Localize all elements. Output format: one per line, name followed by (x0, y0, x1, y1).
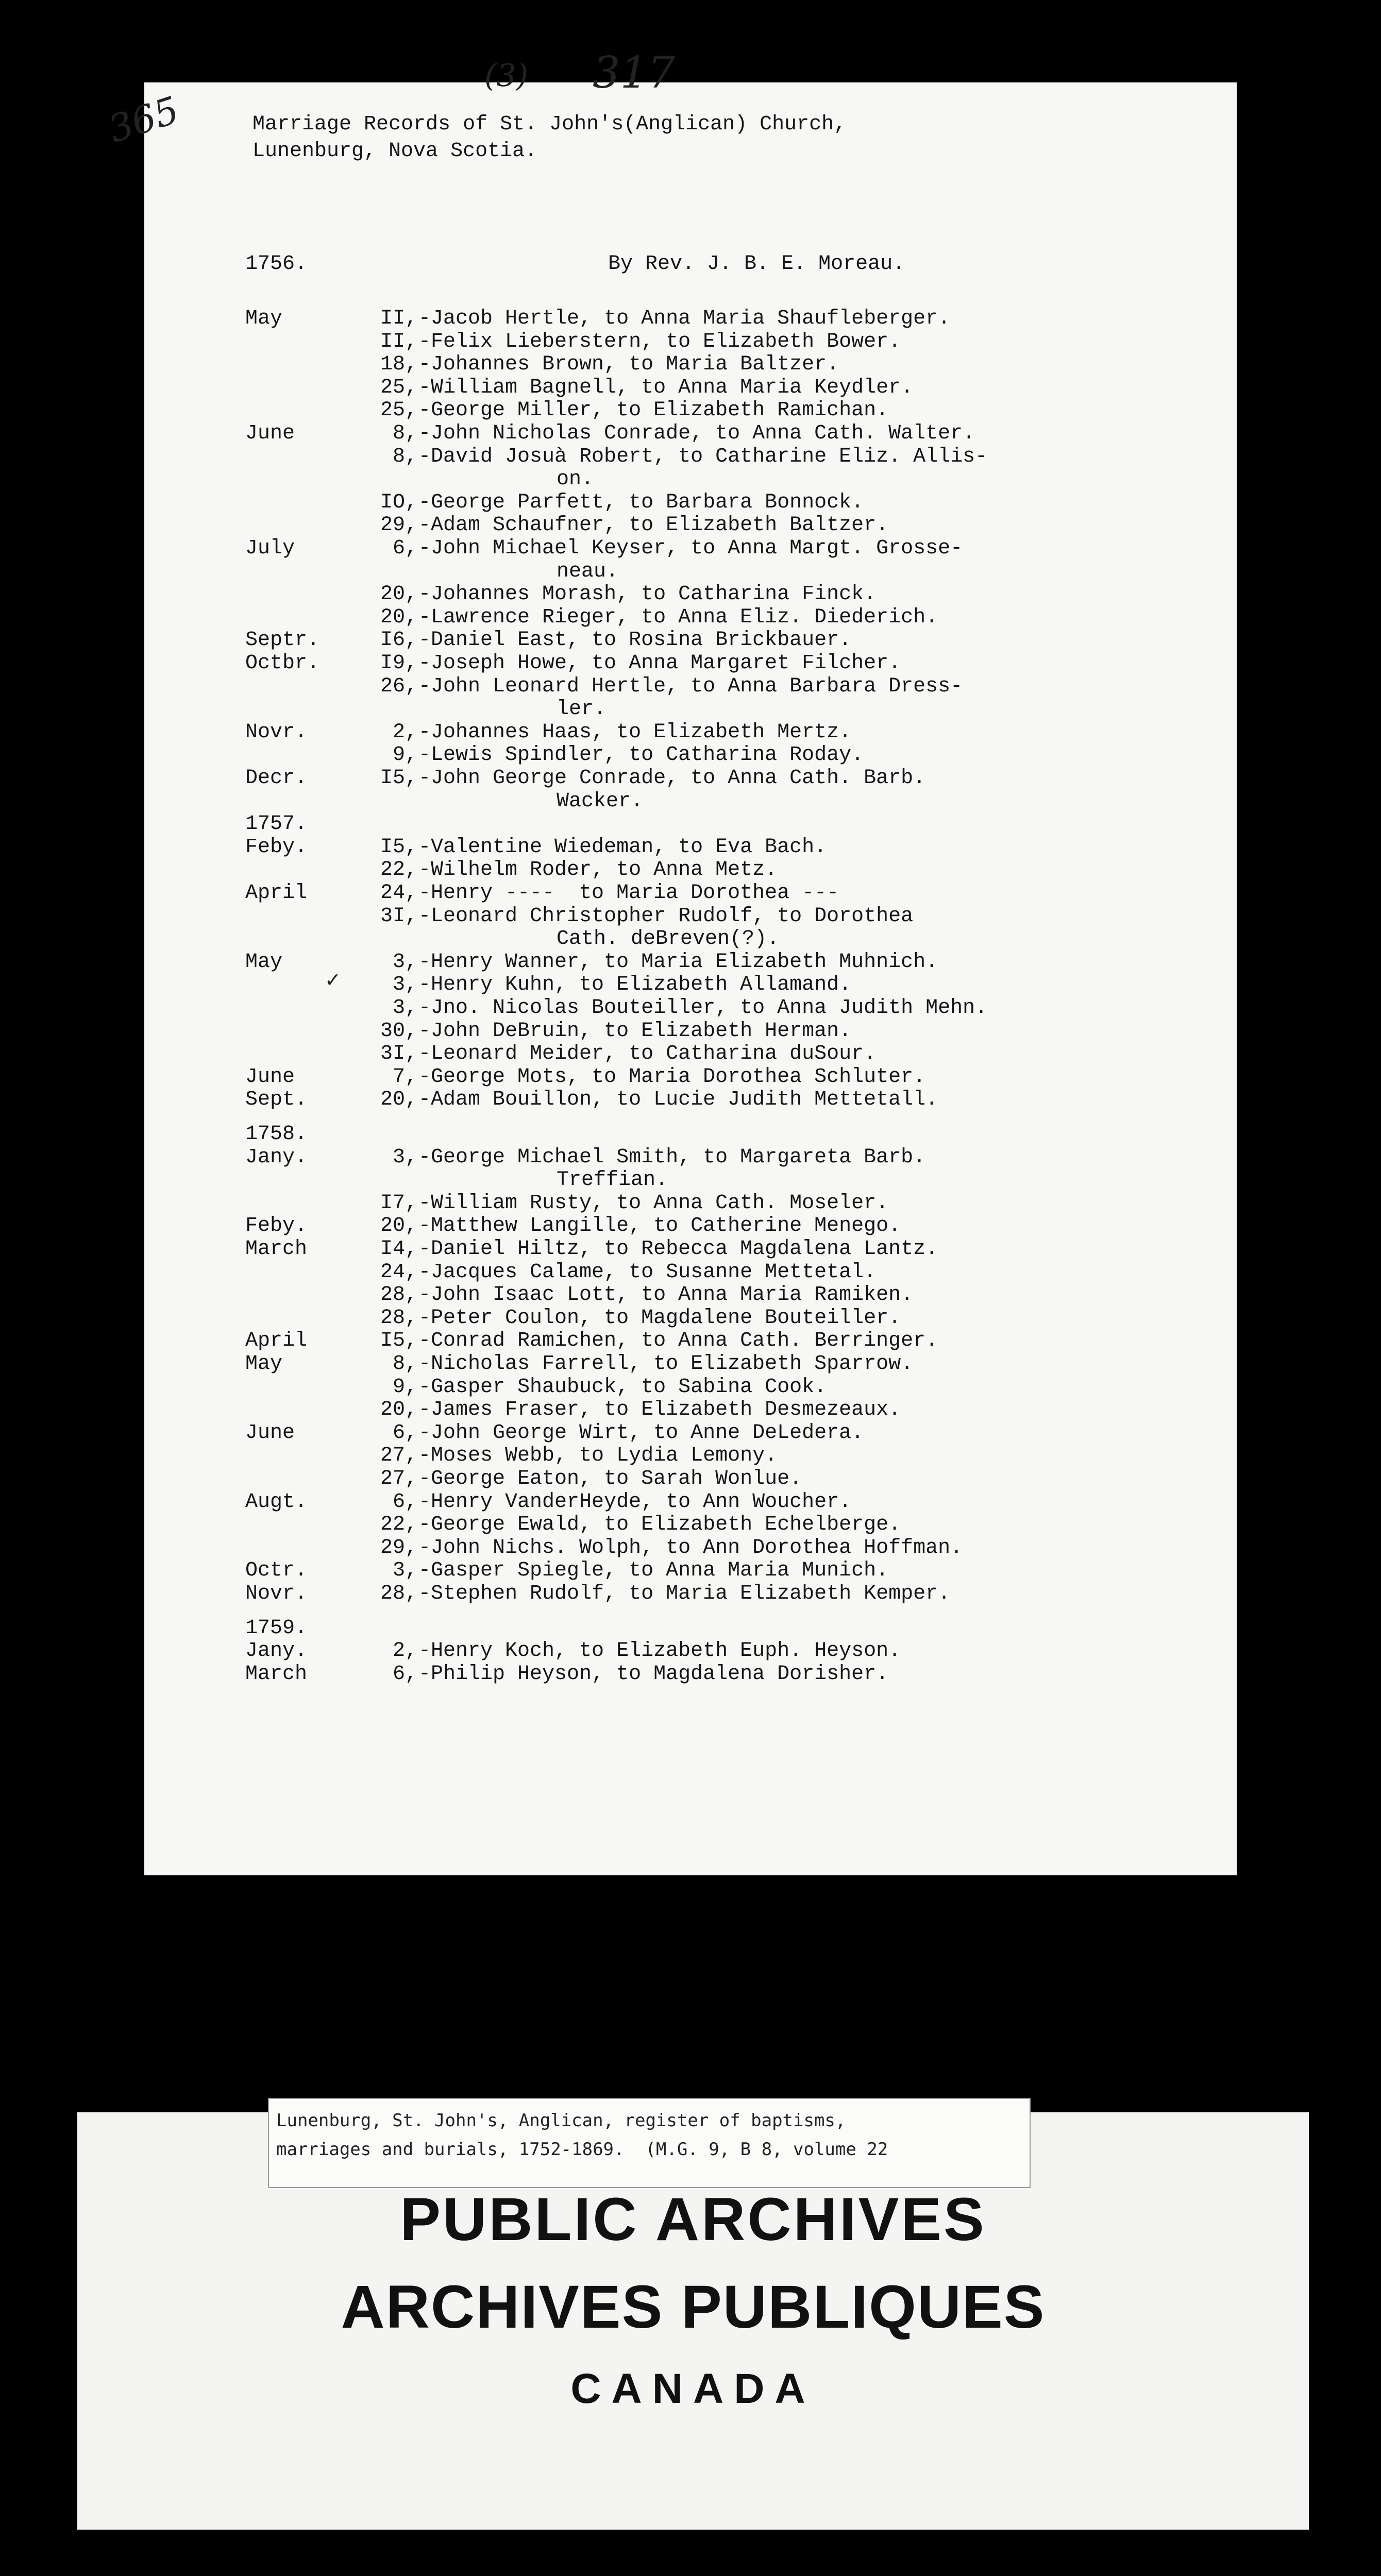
entry-day: 28, (380, 1582, 417, 1605)
marriage-entry: -Johannes Haas, to Elizabeth Mertz. (418, 721, 852, 744)
entry-day: 24, (380, 882, 417, 905)
entry-day: 8, (392, 422, 417, 445)
entry-day: 25, (380, 376, 417, 399)
entry-month: June (245, 1065, 295, 1089)
entry-month: April (245, 882, 308, 905)
marriage-entry: -Wilhelm Roder, to Anna Metz. (418, 858, 778, 882)
entry-day: 28, (380, 1307, 417, 1330)
entry-month: April (245, 1329, 308, 1352)
entry-day: 3I, (380, 905, 417, 928)
entry-month: March (245, 1238, 308, 1261)
entry-day: 22, (380, 1513, 417, 1536)
entry-day: 3, (392, 1559, 417, 1582)
entry-day: 29, (380, 514, 417, 537)
entry-month: Septr. (245, 629, 320, 652)
marriage-entry: -Jno. Nicolas Bouteiller, to Anna Judith Mehn. (418, 996, 988, 1020)
record-title (252, 111, 846, 165)
marriage-entry: -Joseph Howe, to Anna Margaret Filcher. (418, 652, 901, 675)
handwritten-page-number: 317 (593, 47, 676, 98)
marriage-entry: -John Nichs. Wolph, to Ann Dorothea Hoffman. (418, 1536, 963, 1560)
entry-day: 9, (392, 1376, 417, 1399)
entry-month: Decr. (245, 767, 308, 790)
officiant: By Rev. J. B. E. Moreau. (608, 252, 905, 276)
marriage-entry: -John Nicholas Conrade, to Anna Cath. Walter. (418, 422, 975, 445)
entry-continuation: on. (557, 468, 594, 491)
entry-day: 8, (392, 445, 417, 468)
marriage-entry: -Leonard Meider, to Catharina duSour. (418, 1042, 877, 1065)
entry-day: 20, (380, 1214, 417, 1238)
entry-month: May (245, 307, 283, 330)
marriage-entry: -George Eaton, to Sarah Wonlue. (418, 1467, 802, 1490)
marriage-entry: -George Michael Smith, to Margareta Barb. (418, 1146, 926, 1169)
marriage-entry: -John George Wirt, to Anne DeLedera. (418, 1421, 864, 1445)
entry-day: 6, (392, 1663, 417, 1686)
marriage-entry: -John Leonard Hertle, to Anna Barbara Dress- (418, 675, 963, 698)
marriage-entry: -Daniel East, to Rosina Brickbauer. (418, 629, 852, 652)
entry-day: 2, (392, 721, 417, 744)
entry-day: 25, (380, 399, 417, 422)
marriage-entry: -Leonard Christopher Rudolf, to Dorothea (418, 905, 914, 928)
entry-day: 27, (380, 1467, 417, 1490)
marriage-entry: -Henry Wanner, to Maria Elizabeth Muhnich. (418, 951, 938, 974)
entry-day: 24, (380, 1261, 417, 1284)
year-heading: 1759. (245, 1617, 308, 1640)
entry-day: 2, (392, 1639, 417, 1663)
marriage-entry: -Adam Bouillon, to Lucie Judith Mettetall. (418, 1088, 938, 1111)
entry-day: I4, (380, 1238, 417, 1261)
marriage-entry: -Henry ---- to Maria Dorothea --- (418, 882, 839, 905)
entry-continuation: ler. (557, 698, 607, 721)
entry-continuation: Treffian. (557, 1168, 668, 1192)
marriage-entry: -Valentine Wiedeman, to Eva Bach. (418, 836, 827, 859)
year-heading: 1757. (245, 812, 308, 836)
entry-continuation: Cath. deBreven(?). (557, 927, 780, 951)
entry-day: 3, (392, 1146, 417, 1169)
entry-month: Feby. (245, 836, 308, 859)
entry-month: June (245, 422, 295, 445)
entry-day: I6, (380, 629, 417, 652)
entry-day: 20, (380, 606, 417, 629)
year-1756: 1756. (245, 252, 308, 276)
entry-month: Novr. (245, 1582, 308, 1605)
entry-day: 26, (380, 675, 417, 698)
entry-month: Sept. (245, 1088, 308, 1111)
entry-day: 8, (392, 1352, 417, 1376)
entry-day: 28, (380, 1283, 417, 1307)
entry-day: I5, (380, 767, 417, 790)
entry-day: 6, (392, 1490, 417, 1514)
entry-day: 27, (380, 1444, 417, 1467)
entry-continuation: neau. (557, 560, 619, 583)
marriage-entry: -Matthew Langille, to Catherine Menego. (418, 1214, 901, 1238)
marriage-entry: -Gasper Shaubuck, to Sabina Cook. (418, 1376, 827, 1399)
marriage-entry: -Jacques Calame, to Susanne Mettetal. (418, 1261, 877, 1284)
stamp-english: PUBLIC ARCHIVES (400, 2185, 986, 2253)
entry-month: July (245, 537, 295, 560)
entry-day: 3I, (380, 1042, 417, 1065)
entry-day: I7, (380, 1192, 417, 1215)
entry-day: 3, (392, 996, 417, 1020)
marriage-entry: -Lewis Spindler, to Catharina Roday. (418, 743, 864, 767)
marriage-entry: -John Michael Keyser, to Anna Margt. Grosse- (418, 537, 963, 560)
marriage-entry: -Daniel Hiltz, to Rebecca Magdalena Lantz. (418, 1238, 938, 1261)
marriage-entry: -Jacob Hertle, to Anna Maria Shaufleberger. (418, 307, 951, 330)
label-line-1: Lunenburg, St. John's, Anglican, register of baptisms, (276, 2110, 846, 2131)
label-line-2: marriages and burials, 1752-1869. (M.G. 9, B 8, volume 22 (276, 2139, 888, 2160)
marriage-entry: -Gasper Spiegle, to Anna Maria Munich. (418, 1559, 889, 1582)
marriage-entry: -George Parfett, to Barbara Bonnock. (418, 491, 864, 514)
entry-month: March (245, 1663, 308, 1686)
marriage-entry: -John DeBruin, to Elizabeth Herman. (418, 1020, 852, 1043)
entry-continuation: Wacker. (557, 790, 644, 813)
entry-day: 30, (380, 1020, 417, 1043)
marriage-entry: -Moses Webb, to Lydia Lemony. (418, 1444, 778, 1467)
entry-month: Jany. (245, 1639, 308, 1663)
marriage-entry: -Conrad Ramichen, to Anna Cath. Berringer. (418, 1329, 938, 1352)
year-heading: 1758. (245, 1123, 308, 1146)
marriage-entry: -George Miller, to Elizabeth Ramichan. (418, 399, 889, 422)
entry-day: 6, (392, 537, 417, 560)
marriage-entry: -David Josuà Robert, to Catharine Eliz. Allis- (418, 445, 988, 468)
entry-day: IO, (380, 491, 417, 514)
marriage-entry: -Lawrence Rieger, to Anna Eliz. Diederich. (418, 606, 938, 629)
entry-day: 20, (380, 1088, 417, 1111)
entry-month: Feby. (245, 1214, 308, 1238)
entry-day: I5, (380, 1329, 417, 1352)
entry-day: 3, (392, 973, 417, 996)
marriage-entry: -George Mots, to Maria Dorothea Schluter. (418, 1065, 926, 1089)
entry-day: 3, (392, 951, 417, 974)
handwritten-bracket-number: (3) (484, 58, 528, 94)
entry-day: 22, (380, 858, 417, 882)
stamp-country: CANADA (570, 2365, 816, 2412)
entry-month: Jany. (245, 1146, 308, 1169)
check-mark-icon: ✓ (325, 969, 341, 991)
marriage-entry: -William Bagnell, to Anna Maria Keydler. (418, 376, 914, 399)
entry-day: II, (380, 307, 417, 330)
entry-month: Octbr. (245, 652, 320, 675)
marriage-entry: -George Ewald, to Elizabeth Echelberge. (418, 1513, 901, 1536)
entry-month: May (245, 951, 283, 974)
marriage-entry: -Johannes Brown, to Maria Baltzer. (418, 353, 839, 376)
marriage-entry: -Peter Coulon, to Magdalene Bouteiller. (418, 1307, 901, 1330)
marriage-entry: -Stephen Rudolf, to Maria Elizabeth Kemper. (418, 1582, 951, 1605)
entry-month: Augt. (245, 1490, 308, 1514)
entry-day: I5, (380, 836, 417, 859)
marriage-entry: -John Isaac Lott, to Anna Maria Ramiken. (418, 1283, 914, 1307)
entry-day: 9, (392, 743, 417, 767)
entry-month: June (245, 1421, 295, 1445)
marriage-entry: -Felix Lieberstern, to Elizabeth Bower. (418, 330, 901, 353)
entry-month: Octr. (245, 1559, 308, 1582)
entry-month: Novr. (245, 721, 308, 744)
marriage-entry: -Henry Koch, to Elizabeth Euph. Heyson. (418, 1639, 901, 1663)
entry-day: I9, (380, 652, 417, 675)
title-line-1: Marriage Records of St. John's(Anglican) Church, (252, 113, 847, 136)
title-line-2: Lunenburg, Nova Scotia. (252, 140, 537, 163)
marriage-entry: -John George Conrade, to Anna Cath. Barb. (418, 767, 926, 790)
marriage-entry: -Nicholas Farrell, to Elizabeth Sparrow. (418, 1352, 914, 1376)
entry-month: May (245, 1352, 283, 1376)
marriage-entry: -Henry Kuhn, to Elizabeth Allamand. (418, 973, 852, 996)
entry-day: 7, (392, 1065, 417, 1089)
archive-label (268, 2098, 1031, 2188)
entry-day: 29, (380, 1536, 417, 1560)
marriage-entry: -Philip Heyson, to Magdalena Dorisher. (418, 1663, 889, 1686)
entry-day: II, (380, 330, 417, 353)
stamp-french: ARCHIVES PUBLIQUES (341, 2273, 1046, 2341)
marriage-entry: -Henry VanderHeyde, to Ann Woucher. (418, 1490, 852, 1514)
marriage-entry: -Johannes Morash, to Catharina Finck. (418, 583, 877, 606)
marriage-entry: -William Rusty, to Anna Cath. Moseler. (418, 1192, 889, 1215)
entry-day: 18, (380, 353, 417, 376)
entry-day: 6, (392, 1421, 417, 1445)
marriage-entry: -James Fraser, to Elizabeth Desmezeaux. (418, 1398, 901, 1421)
entry-day: 20, (380, 1398, 417, 1421)
handwritten-number-left: 365 (103, 88, 184, 151)
entry-day: 20, (380, 583, 417, 606)
marriage-entry: -Adam Schaufner, to Elizabeth Baltzer. (418, 514, 889, 537)
